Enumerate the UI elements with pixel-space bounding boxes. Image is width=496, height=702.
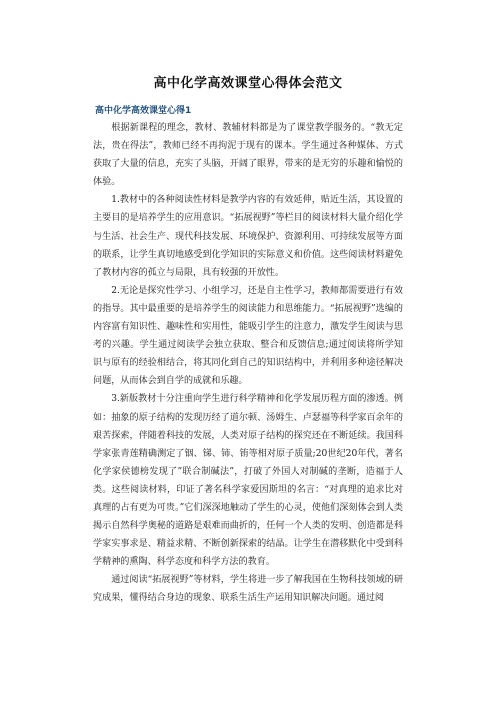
paragraph-intro: 根据新课程的理念，教材、教辅材料都是为了课堂教学服务的。“教无定法，贵在得法”，教师已经不再拘泥于现有的课本。学生通过各种媒体、方式获取了大量的信息，充实了头脑，开阔了眼界，带来的是无穷的乐趣和愉悦的体验。 (93, 123, 403, 188)
paragraph-point-2: 2.无论是探究性学习、小组学习，还是自主性学习，教师都需要进行有效的指导。其中最重要的是培养学生的阅读能力和思维能力。“拓展视野”选编的内容富有知识性、趣味性和实用性，能吸引学生的注意力，激发学生阅读与思考的兴趣。学生通过阅读学会独立获取、整合和反馈信息;通过阅读将所学知识与原有的经验相结合，将其同化到自己的知识结构中，并利用多种途径解决问题，从而体会到自学的成就和乐趣。 (93, 285, 403, 387)
paragraph-closing: 通过阅读“拓展视野”等材料，学生将进一步了解我国在生物科技领域的研究成果，懂得结合身边的现象、联系生活生产运用知识解决问题。通过阅 (93, 575, 403, 604)
paragraph-point-3: 3.新版教材十分注重向学生进行科学精神和化学发展历程方面的渗透。例如：抽象的原子结构的发现历经了道尔顿、汤姆生、卢瑟福等科学家百余年的艰苦探索，伴随着科技的发展，人类对原子结构的探究还在不断延续。我国科学家张青莲精确测定了铟、锑、铈、铕等相对原子质量;20世纪20年代，著名化学家侯德榜发现了”联合制碱法”，打破了外国人对制碱的垄断，造福于人类。这些阅读材料，印证了著名科学家爱因斯坦的名言：“对真理的追求比对真理的占有更为可贵。”它们深深地触动了学生的心灵，使他们深刻体会到人类揭示自然科学奥秘的道路是艰难而曲折的，任何一个人类的发明、创造都是科学家实事求是、精益求精、不断创新探索的结晶。让学生在潜移默化中受到科学精神的熏陶、科学态度和科学方法的教育。 (93, 394, 403, 568)
document-title: 高中化学高效课堂心得体会范文 (153, 76, 343, 91)
section-heading: 高中化学高效课堂心得1 (95, 106, 192, 116)
paragraph-point-1: 1.教材中的各种阅读性材料是教学内容的有效延伸，贴近生活，其设置的主要目的是培养学生的应用意识。“拓展视野”等栏目的阅读材料大量介绍化学与生活、社会生产、现代科技发展、环境保护、资源利用、可持续发展等方面的联系，让学生真切地感受到化学知识的实际意义和价值。这些阅读材料避免了教材内容的孤立与局限，具有较强的开放性。 (93, 195, 403, 278)
